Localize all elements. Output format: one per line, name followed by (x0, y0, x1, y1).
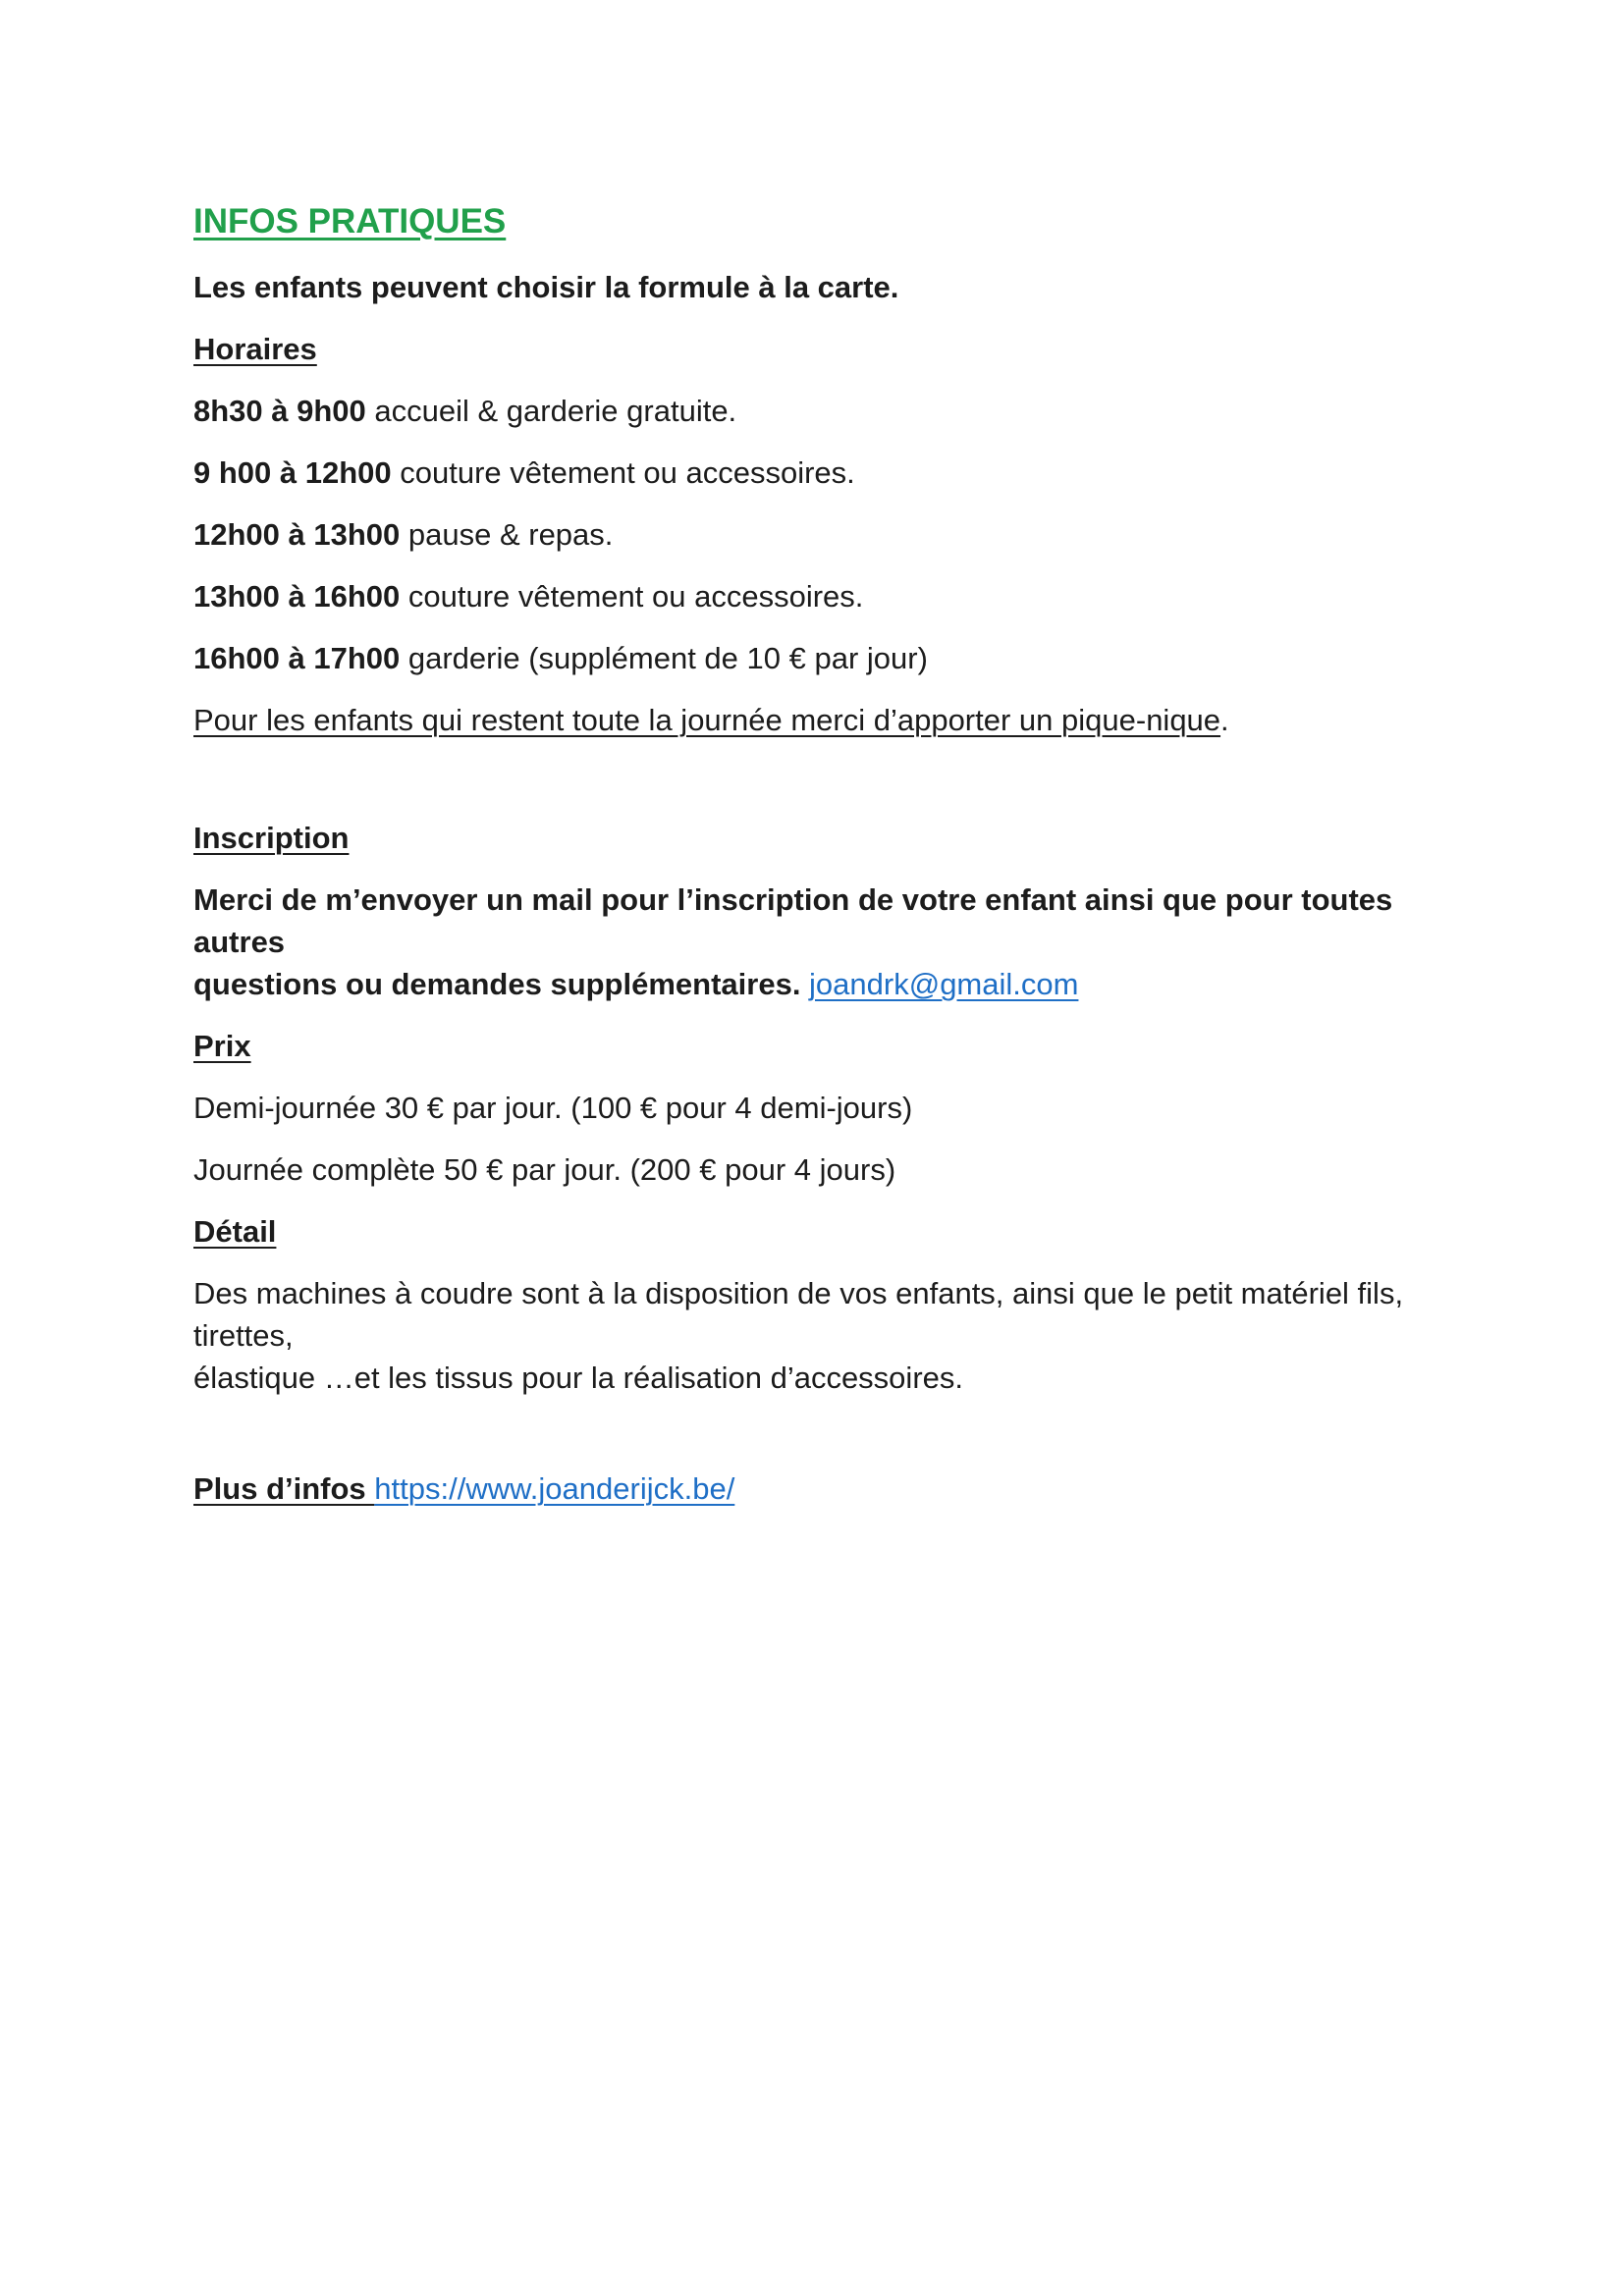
price-line-full-day: Journée complète 50 € par jour. (200 € pour 4 jours) (193, 1152, 896, 1187)
detail-text-line1: Des machines à coudre sont à la disposition de vos enfants, ainsi que le petit matériel fils, tirettes, (193, 1276, 1404, 1353)
email-link[interactable]: joandrk@gmail.com (809, 967, 1079, 1001)
schedule-time: 13h00 à 16h00 (193, 579, 401, 614)
schedule-time: 12h00 à 13h00 (193, 517, 401, 552)
inscription-paragraph (193, 879, 1477, 1005)
inscription-text-line2: questions ou demandes supplémentaires. (193, 967, 810, 1001)
website-link[interactable]: https://www.joanderijck.be/ (374, 1471, 735, 1506)
heading-prix: Prix (193, 1029, 251, 1063)
picnic-note-period: . (1220, 703, 1229, 737)
schedule-line (193, 513, 1477, 556)
schedule-text: garderie (supplément de 10 € par jour) (400, 641, 928, 675)
heading-inscription: Inscription (193, 821, 350, 855)
page-title: INFOS PRATIQUES (193, 202, 507, 240)
schedule-line (193, 452, 1477, 494)
picnic-note-text: Pour les enfants qui restent toute la journée merci d’apporter un pique-nique (193, 703, 1221, 737)
inscription-text-line1: Merci de m’envoyer un mail pour l’inscription de votre enfant ainsi que pour toutes autres (193, 882, 1393, 959)
schedule-time: 8h30 à 9h00 (193, 394, 366, 428)
intro-sentence: Les enfants peuvent choisir la formule à la carte. (193, 270, 899, 304)
detail-text-line2: élastique …et les tissus pour la réalisation d’accessoires. (193, 1361, 963, 1395)
schedule-time: 16h00 à 17h00 (193, 641, 401, 675)
schedule-line (193, 637, 1477, 679)
schedule-text: pause & repas. (400, 517, 614, 552)
schedule-time: 9 h00 à 12h00 (193, 455, 392, 490)
heading-detail: Détail (193, 1214, 277, 1249)
schedule-line (193, 575, 1477, 617)
price-line-half-day: Demi-journée 30 € par jour. (100 € pour 4 demi-jours) (193, 1091, 913, 1125)
heading-horaires: Horaires (193, 332, 317, 366)
schedule-text: accueil & garderie gratuite. (365, 394, 737, 428)
schedule-text: couture vêtement ou accessoires. (391, 455, 855, 490)
detail-paragraph (193, 1272, 1477, 1399)
schedule-line (193, 390, 1477, 432)
schedule-text: couture vêtement ou accessoires. (400, 579, 864, 614)
footer-label: Plus d’infos (193, 1471, 375, 1506)
footer-line (193, 1468, 1477, 1510)
picnic-note (193, 699, 1477, 741)
